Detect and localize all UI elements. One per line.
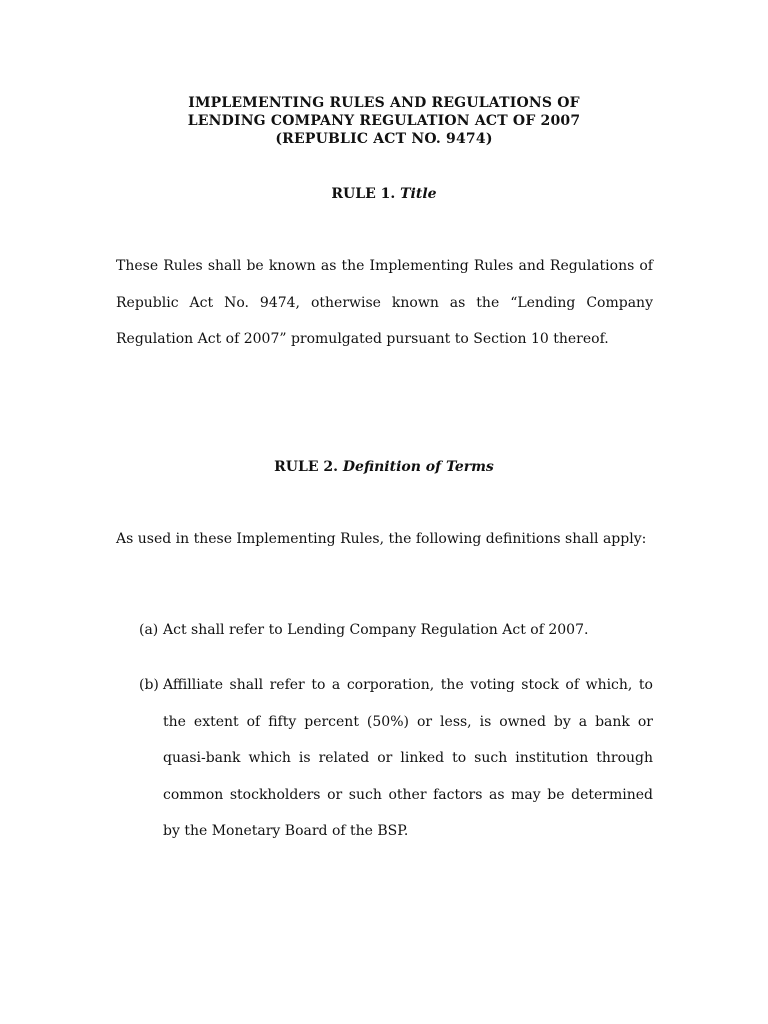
item-a-marker: (a) <box>139 622 159 638</box>
definition-item-a <box>139 612 653 649</box>
definition-item-b <box>139 667 653 850</box>
item-b-marker: (b) <box>139 677 159 693</box>
item-b-text: Affilliate shall refer to a corporation, the voting stock of which, to the extent of fifty percent (50%) or less, is owned by a bank or quasi-bank which is related or linked to such institution through common stockholders or such other factors as may be determined by the Monetary Board of the BSP. <box>163 677 653 839</box>
rule-2-label: RULE 2. <box>274 459 339 475</box>
rule-2-heading <box>0 458 768 476</box>
rule-1-heading <box>0 185 768 203</box>
rule-2-name: Definition of Terms <box>342 459 494 475</box>
title-line-3: (REPUBLIC ACT NO. 9474) <box>275 131 493 147</box>
title-line-1: IMPLEMENTING RULES AND REGULATIONS OF <box>188 95 580 111</box>
rule-1-name: Title <box>400 186 437 202</box>
title-line-2: LENDING COMPANY REGULATION ACT OF 2007 <box>187 113 581 129</box>
rule-1-label: RULE 1. <box>331 186 396 202</box>
item-a-text: Act shall refer to Lending Company Regulation Act of 2007. <box>163 622 589 638</box>
document-title <box>0 94 768 148</box>
rule-1-paragraph: These Rules shall be known as the Implementing Rules and Regulations of Republic Act No. 9474, otherwise known as the “Lending Company Regulation Act of 2007” promulgated pursuant to Section 10 thereof. <box>116 258 653 347</box>
rule-2-intro-paragraph: As used in these Implementing Rules, the following definitions shall apply: <box>116 531 647 547</box>
